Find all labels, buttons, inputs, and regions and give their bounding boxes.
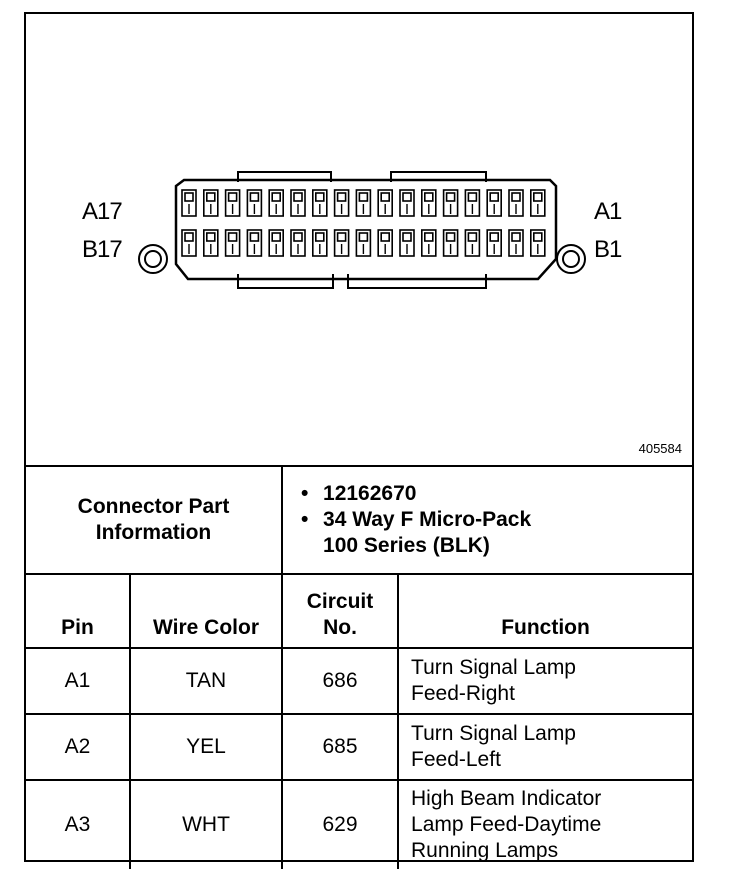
pin-row-a-terminal [490, 193, 498, 201]
pin-row-b [182, 230, 545, 256]
left-mount-ear [139, 245, 167, 273]
pin-row-b-terminal [447, 233, 455, 241]
header-circuit-no [282, 574, 398, 648]
pin-row-b-terminal [403, 233, 411, 241]
row-function [398, 714, 692, 780]
pin-row-a-terminal [468, 193, 476, 201]
pin-label-b1: B1 [594, 236, 622, 263]
function-line: High Beam Indicator [411, 787, 602, 810]
pin-row-b-terminal [512, 233, 520, 241]
connector-diagram [26, 14, 692, 465]
pin-row-b-terminal [229, 233, 237, 241]
pin-row-a-terminal [425, 193, 433, 201]
header-circuit-line2: No. [323, 616, 357, 639]
pin-label-a1: A1 [594, 198, 622, 225]
function-line: Lamp Feed-Daytime [411, 813, 602, 836]
function-line: Turn Signal Lamp [411, 722, 576, 745]
connector-part-label: Connector Part Information [26, 466, 282, 574]
connector-info-table [26, 465, 692, 869]
connector-face-drawing [26, 14, 692, 465]
connector-part-number: • 12162670 [323, 481, 692, 507]
bottom-latch-left [238, 274, 333, 288]
row-wire-color: TAN [130, 648, 282, 714]
pin-row-a-terminal [185, 193, 193, 201]
function-line: Feed-Right [411, 682, 515, 705]
row-function [398, 780, 692, 869]
row-circuit: 686 [282, 648, 398, 714]
pin-row-b-terminal [272, 233, 280, 241]
header-function: Function [398, 574, 692, 648]
right-mount-ear [557, 245, 585, 273]
row-pin: A3 [26, 780, 130, 869]
table-row [26, 780, 692, 869]
pin-row-a [182, 190, 545, 216]
pin-row-b-terminal [338, 233, 346, 241]
row-pin: A1 [26, 648, 130, 714]
pin-row-a-terminal [338, 193, 346, 201]
pin-row-b-terminal [359, 233, 367, 241]
pin-row-a-terminal [359, 193, 367, 201]
right-mount-hole [563, 251, 579, 267]
pin-row-b-terminal [534, 233, 542, 241]
pin-row-a-terminal [381, 193, 389, 201]
pin-row-a-terminal [447, 193, 455, 201]
pin-row-a-terminal [250, 193, 258, 201]
pin-label-a17: A17 [82, 198, 122, 225]
row-circuit: 685 [282, 714, 398, 780]
table-row [26, 714, 692, 780]
pin-row-b-terminal [316, 233, 324, 241]
pin-row-a-terminal [229, 193, 237, 201]
connector-part-list [283, 481, 692, 559]
pin-row-b-terminal [490, 233, 498, 241]
pin-row-a-terminal [207, 193, 215, 201]
function-line: Turn Signal Lamp [411, 656, 576, 679]
row-function [398, 648, 692, 714]
pin-row-a-terminal [272, 193, 280, 201]
pin-row-a-terminal [294, 193, 302, 201]
pin-row-b-terminal [250, 233, 258, 241]
connector-part-description: • 34 Way F Micro-Pack 100 Series (BLK) [323, 507, 563, 559]
row-wire-color: WHT [130, 780, 282, 869]
pin-row-b-terminal [425, 233, 433, 241]
function-line: Running Lamps [411, 839, 559, 862]
left-mount-hole [145, 251, 161, 267]
pin-row-a-terminal [512, 193, 520, 201]
function-line: Feed-Left [411, 748, 501, 771]
pin-row-b-terminal [207, 233, 215, 241]
pin-row-b-terminal [381, 233, 389, 241]
pin-row-a-terminal [316, 193, 324, 201]
bottom-latch-right [348, 274, 486, 288]
header-wire-color: Wire Color [130, 574, 282, 648]
header-pin: Pin [26, 574, 130, 648]
pin-row-b-terminal [468, 233, 476, 241]
header-circuit-line1: Circuit [306, 590, 374, 613]
connector-part-details [282, 466, 692, 574]
row-pin: A2 [26, 714, 130, 780]
pin-row-a-terminal [534, 193, 542, 201]
connector-part-row [26, 466, 692, 574]
pin-label-b17: B17 [82, 236, 122, 263]
connector-document [24, 12, 694, 862]
table-row [26, 648, 692, 714]
header-row [26, 574, 692, 648]
row-circuit: 629 [282, 780, 398, 869]
row-wire-color: YEL [130, 714, 282, 780]
pin-row-a-terminal [403, 193, 411, 201]
figure-number: 405584 [638, 441, 682, 456]
pin-row-b-terminal [294, 233, 302, 241]
pin-row-b-terminal [185, 233, 193, 241]
